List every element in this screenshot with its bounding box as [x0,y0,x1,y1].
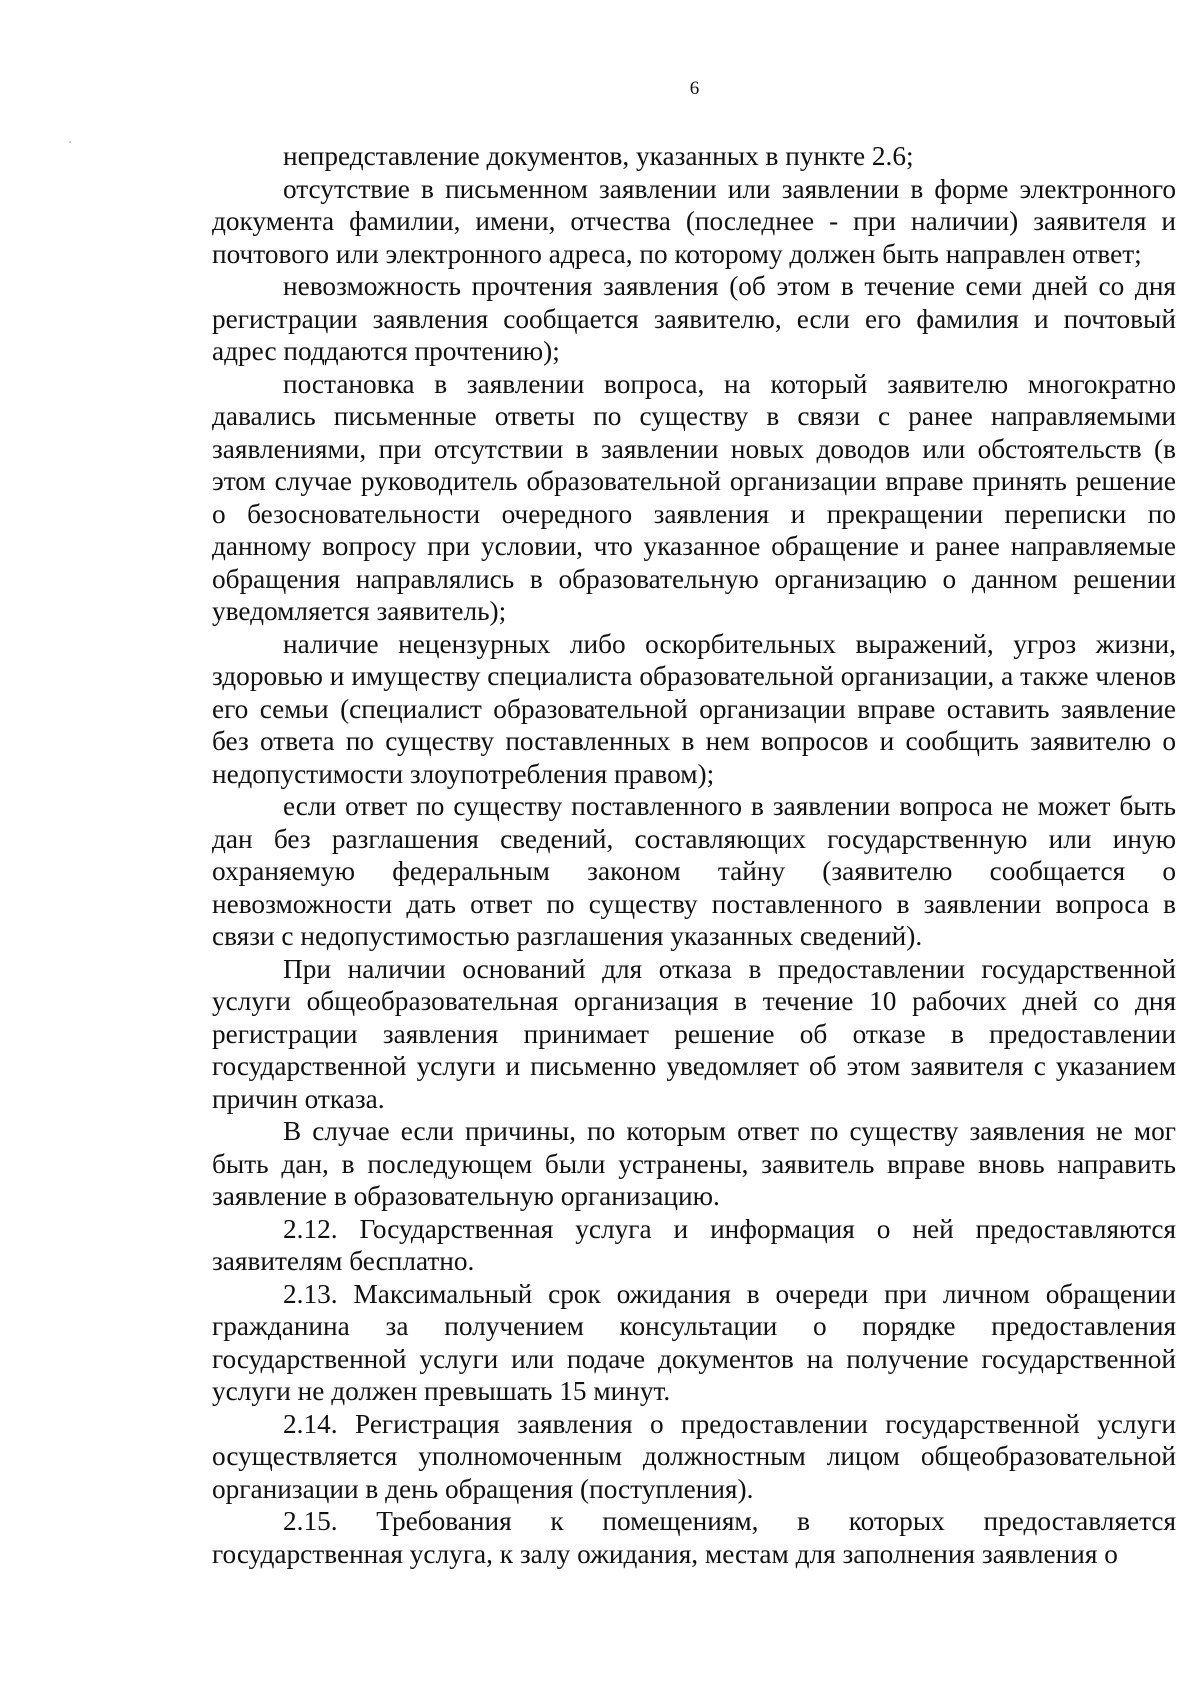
paragraph-missing-name-address: отсутствие в письменном заявлении или заявлении в форме электронного документа фамилии, имени, отчества (последнее - при наличии) заявителя и почтового или электронного адреса, по которому должен быть направлен ответ; [212,173,1176,269]
document-body [212,140,1176,1570]
paragraph-2-12: 2.12. Государственная услуга и информация о ней предоставляются заявителям бесплатно. [212,1213,1176,1276]
paragraph-refusal-decision: При наличии оснований для отказа в предоставлении государственной услуги общеобразовательная организация в течение 10 рабочих дней со дня регистрации заявления принимает решение об отказе в предоставлении государственной услуги и письменно уведомляет об этом заявителя с указанием причин отказа. [212,953,1176,1114]
paragraph-no-documents: непредставление документов, указанных в пункте 2.6; [283,141,914,171]
paragraph-unreadable-application: невозможность прочтения заявления (об этом в течение семи дней со дня регистрации заявления сообщается заявителю, если его фамилия и почтовый адрес поддаются прочтению); [212,271,1176,366]
scan-speck [69,141,71,143]
paragraph-2-13: 2.13. Максимальный срок ожидания в очереди при личном обращении гражданина за получением консультации о порядке предоставления государственной услуги или подаче документов на получение государственной услуги не должен превышать 15 минут. [212,1278,1176,1406]
paragraph-repeated-question: постановка в заявлении вопроса, на который заявителю многократно давались письменные ответы по существу в связи с ранее направляемыми заявлениями, при отсутствии в заявлении новых доводов или обстоятельств (в этом случае руководитель образовательной организации вправе принять решение о безосновательности очередного заявления и прекращении переписки по данному вопросу при условии, что указанное обращение и ранее направляемые обращения направлялись в образовательную организацию о данном решении уведомляется заявитель); [212,368,1176,626]
paragraph-resubmission: В случае если причины, по которым ответ по существу заявления не мог быть дан, в последующем были устранены, заявитель вправе вновь направить заявление в образовательную организацию. [212,1116,1176,1211]
paragraph-protected-secret: если ответ по существу поставленного в заявлении вопроса не может быть дан без разглашения сведений, составляющих государственную или иную охраняемую федеральным законом тайну (заявителю сообщается о невозможности дать ответ по существу поставленного в заявлении вопроса в связи с недопустимостью разглашения указанных сведений). [212,791,1176,951]
paragraph-offensive-language: наличие нецензурных либо оскорбительных выражений, угроз жизни, здоровью и имуществу специалиста образовательной организации, а также членов его семьи (специалист образовательной организации вправе оставить заявление без ответа по существу поставленных в нем вопросов и сообщить заявителю о недопустимости злоупотребления правом); [212,628,1176,789]
page-number: 6 [689,78,701,99]
paragraph-2-15: 2.15. Требования к помещениям, в которых предоставляется государственная услуга, к залу ожидания, местам для заполнения заявления о [212,1506,1176,1569]
paragraph-2-14: 2.14. Регистрация заявления о предоставлении государственной услуги осуществляется уполномоченным должностным лицом общеобразовательной организации в день обращения (поступления). [212,1408,1176,1504]
